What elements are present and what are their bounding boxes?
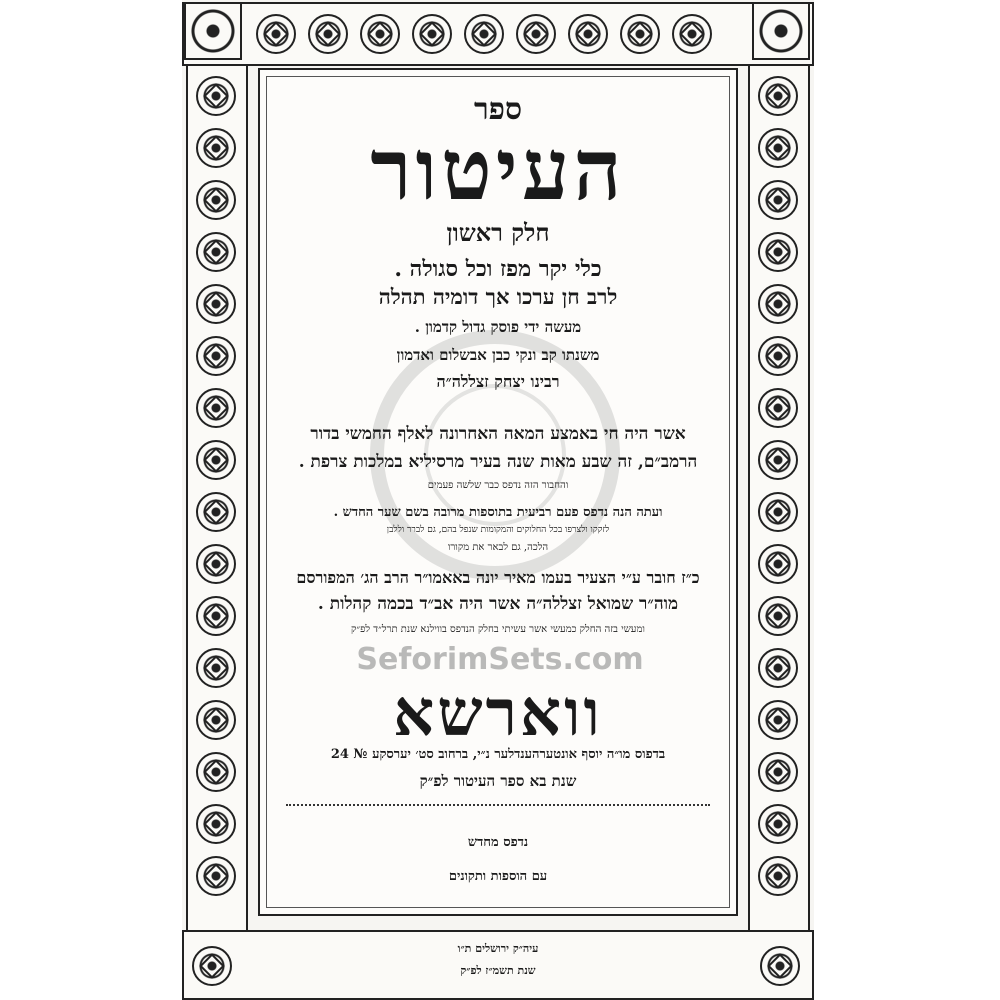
additions-label: עם הוספות ותקונים [448,869,548,884]
text-line: כ״ז חובר ע״י הצעיר בעמו מאיר יונה באאמו״ר הרב הג׳ המפורסם [296,568,700,587]
ornament-icon [758,648,798,688]
ornament-icon [758,336,798,376]
ornament-icon [196,336,236,376]
text-line: ועתה הנה נדפס פעם רביעית בתוספות מרובה בשם שער החדש . [333,505,663,520]
ornament-icon [196,700,236,740]
ornamental-border-left [186,64,248,932]
ornament-icon [516,14,556,54]
ornament-icon [196,856,236,896]
text-line: אשר היה חי באמצע המאה האחרונה לאלף החמשי בדור [310,424,686,444]
ornament-icon [758,440,798,480]
ornament-icon [758,492,798,532]
ornamental-border-top [182,2,814,66]
ornament-icon [196,440,236,480]
ornament-icon [758,128,798,168]
text-line: מעשה ידי פוסק גדול קדמון . [414,318,582,336]
corner-ornament-icon [184,2,242,60]
text-line: ומעשי בזה החלק כמעשי אשר עשיתי בחלק הנדפס בווילנא שנת תרל״ד לפ״ק [351,624,645,635]
ornament-icon [412,14,452,54]
part-label: חלק ראשון [446,218,550,247]
ornament-icon [196,596,236,636]
ornament-icon [256,14,296,54]
ornament-icon [758,232,798,272]
text-line: משנתו קב ונקי כבן אבשלום ואדמון [396,346,600,364]
ornament-icon [758,284,798,324]
ornament-icon [196,752,236,792]
ornament-icon [196,492,236,532]
text-line: לזקקו ולצרפו בכל החלוקים והמקומות שנפל בהם, גם לברר וללבן [386,525,610,535]
ornament-icon [758,180,798,220]
ornament-icon [196,388,236,428]
ornament-icon [672,14,712,54]
ornament-icon [758,804,798,844]
dotted-divider [286,804,710,806]
ornament-icon [196,804,236,844]
publication-year: שנת תשמ״ז לפ״ק [460,964,536,977]
text-line: כלי יקר מפז וכל סגולה . [394,256,602,282]
ornament-icon [758,596,798,636]
ornament-icon [360,14,400,54]
ornament-icon [758,856,798,896]
ornament-icon [196,648,236,688]
ornament-icon [758,700,798,740]
ornament-icon [760,946,800,986]
text-line: הלכה, גם לבאר את מקורו [447,542,549,553]
ornament-icon [308,14,348,54]
text-line: לרב חן ערכו אך דומיה תהלה [378,284,618,309]
ornament-icon [196,284,236,324]
sefer-label: ספר [473,92,523,127]
text-line: הרמב״ם, זה שבע מאות שנה בעיר מרסיליא במלכות צרפת . [298,452,698,472]
year-line: שנת בא ספר העיטור לפ״ק [419,772,577,790]
ornament-icon [758,752,798,792]
ornament-icon [464,14,504,54]
ornament-icon [196,180,236,220]
ornament-icon [568,14,608,54]
place-line: עיה״ק ירושלים ת״ו [457,942,539,955]
ornamental-border-right [748,64,810,932]
text-line: והחבור הזה נדפס כבר שלשה פעמים [427,480,569,491]
city-name: ווארשא [393,676,603,751]
text-line: מוה״ר שמואל זצללה״ה אשר היה אב״ד בכמה קהלות . [317,594,679,614]
press-line: בדפוס מו״ה יוסף אונטערהענדלער נ״י, ברחוב סט׳ יערסקע № 24 [330,747,666,762]
ornament-icon [196,76,236,116]
author-name: רבינו יצחק זצללה״ה [436,372,560,391]
ornament-icon [620,14,660,54]
watermark-text: SeforimSets.com [356,642,644,677]
ornament-icon [192,946,232,986]
ornament-icon [196,544,236,584]
ornament-icon [758,76,798,116]
ornament-icon [196,232,236,272]
ornament-icon [196,128,236,168]
ornament-icon [758,544,798,584]
reprint-label: נדפס מחדש [467,835,529,850]
book-title: העיטור [370,120,626,219]
corner-ornament-icon [752,2,810,60]
ornament-icon [758,388,798,428]
